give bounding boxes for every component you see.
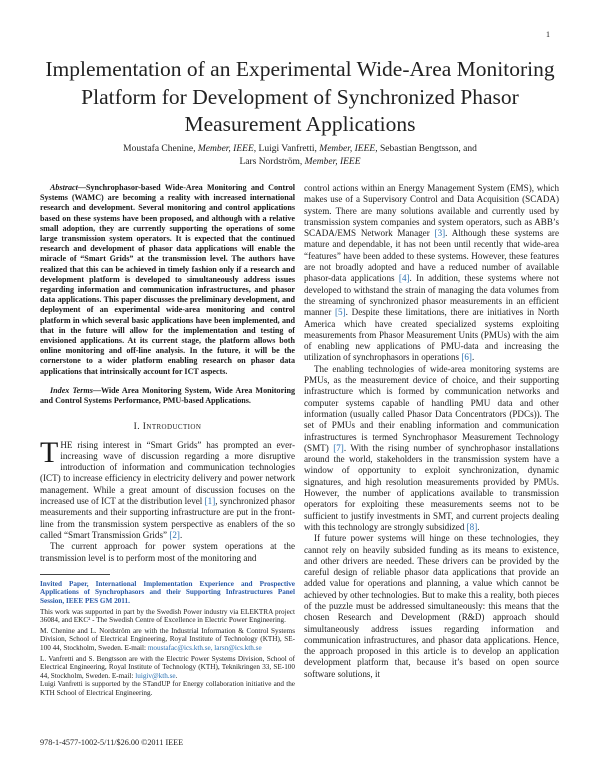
body-text: The enabling technologies of wide-area monitoring systems are PMUs, as the measurement device of choice, and their supporting infrastructure which is formed by communication networks and computer systems capable of handling PMU data and other information (usually called Phasor Data Concentrators (PDCs)). The set of PMUs and their enabling information and communication infrastructures is termed Synchrophasor Measurement Technology (SMT) xyxy=(304,363,559,453)
index-terms xyxy=(40,386,295,406)
intro-paragraph-1 xyxy=(40,435,295,542)
footnote-text: M. Chenine and L. Nordström are with the Industrial Information & Control Systems Division, School of Electrical Engineering, Royal Institute of Technology (KTH), SE-100 44, Stockholm, Sweden. E-mail: xyxy=(40,626,295,652)
author-role: Member, IEEE xyxy=(304,156,361,167)
page-number: 1 xyxy=(546,30,550,39)
body-text: control actions within an Energy Management System (EMS), which makes use of a Supervisory Control and Data Acquisition (SCADA) system. There are many solutions available and currently used by transmission system companies and system operators, such as ABB’s SCADA/EMS Network Manager xyxy=(304,183,559,239)
footnote-text: . xyxy=(175,671,178,680)
intro-text: , synchronized phasor measurements and their supporting infrastructure are put in the front-line from the transmission system perspective as enablers of the so called “Smart Transmission Grids” xyxy=(40,496,295,540)
section-heading xyxy=(40,422,295,433)
citation-link[interactable]: [3] xyxy=(434,228,446,239)
footnote-funding: Luigi Vanfretti is supported by the STandUP for Energy collaboration initiative and the KTH School of Electrical Engineering. xyxy=(40,680,295,697)
intro-text: . xyxy=(179,529,183,540)
section-title: Introduction xyxy=(142,422,202,433)
author-name: Lars Nordström, xyxy=(239,156,303,167)
body-paragraph-2 xyxy=(304,364,559,533)
paper-title: Implementation of an Experimental Wide-Area Monitoring Platform for Development of Synchronized Phasor Measurement Applications xyxy=(45,57,555,136)
index-terms-lead: Index Terms xyxy=(50,385,93,395)
right-column xyxy=(304,183,559,680)
email-link[interactable]: moustafac@ics.kth.se, larsn@ics.kth.se xyxy=(147,643,262,652)
citation-link[interactable]: [5] xyxy=(335,307,346,318)
body-text: . In addition, these systems where not developed to withstand the strain of managing the data volumes from the streaming of synchronized phasor measurements in an efficient manner xyxy=(304,273,559,318)
body-text: . With the rising number of synchrophasor installations around the world, stakeholders in the transmission system have a window of opportunity to exploit synchronization, dynamic signatures, and high resolution measurements provided by PMUs. However, the number of applications available to transmission operators for exploiting these measurements seems not to be sufficient to justify investments in SMT, and current projects dealing with this technology are strongly subsidized xyxy=(304,442,559,532)
body-text: . xyxy=(471,352,475,363)
footnote-divider xyxy=(40,574,110,575)
body-paragraph-1 xyxy=(304,183,559,364)
copyright: 978-1-4577-1002-5/11/$26.00 ©2011 IEEE xyxy=(40,738,184,747)
citation-link[interactable]: [4] xyxy=(398,273,410,284)
abstract-lead: Abstract xyxy=(50,183,78,192)
author-name: Moustafa Chenine, xyxy=(123,144,196,154)
author-name: , Sebastian Bengtsson, and xyxy=(375,144,477,154)
citation-link[interactable]: [2] xyxy=(169,529,180,540)
author-name: , Luigi Vanfretti, xyxy=(253,144,317,154)
author-role: Member, IEEE xyxy=(197,144,254,154)
intro-text: HE rising interest in “Smart Grids” has prompted an ever-increasing wave of discussion regarding a more disruptive introduction of information and communication technologies (ICT) to increase efficiency in electricity delivery and power network management. While a great amount of discussion focuses on the increased use of ICT at the distribution level xyxy=(40,439,295,507)
body-text: . xyxy=(477,521,480,532)
citation-link[interactable]: [7] xyxy=(333,442,344,453)
abstract xyxy=(40,183,295,377)
citation-link[interactable]: [8] xyxy=(466,521,478,532)
author-line-2 xyxy=(60,156,540,169)
footnote-affiliation-1 xyxy=(40,627,295,653)
footnote-invited: Invited Paper, International Implementation Experience and Prospective Applications of Synchrophasors and their Supporting Infrastructures Panel Session, IEEE PES GM 2011. xyxy=(40,579,295,606)
body-paragraph-3: If future power systems will hinge on these technologies, they cannot rely on heavily subsided funding as its means to existence, and other drivers are needed. These drivers can be provided by the careful design of reliable phasor data applications that provide an added value for operations and planning, a value which cannot be achieved by other technologies. But to make this a reality, both pieces of the puzzle must be addressed simultaneously: this means that the chosen Research and Development (R&D) approach should simultaneously address issues regarding information and communication infrastructures, and phasor data applications. Hence, the approach proposed in this article is to develop an application development platform that, because it’s based on open source software solutions, it xyxy=(304,533,559,679)
author-list xyxy=(60,143,540,168)
index-terms-text: —Wide Area Monitoring System, Wide Area Monitoring and Control Systems Performance, PMU-based Applications. xyxy=(40,385,295,406)
body-text: . Although these systems are mature and dependable, it has not been until recently that wide-area “features” have been added to these systems. However, these features are not broadly adopted and have a reduced number of available phasor-data applications xyxy=(304,228,559,284)
abstract-text: —Synchrophasor-based Wide-Area Monitoring and Control Systems (WAMC) are becoming a reality with increased international research and development. Several monitoring and control applications based on these systems have been proposed, and although with a relative small adoption, they are currently supporting the operations of some large transmission system operators. It is expected that the continued research and development of phasor data applications will enable the miracle of “Smart Grids” at the transmission level. The authors have realized that this can be achieved in timely fashion only if a research and development platform is developed to simultaneously address issues regarding information and communication infrastructures, and phasor data applications. This paper discusses the preliminary development, and deployment of an experimental wide-area monitoring and control platform in which several basic applications have been implemented, and that in the future will allow for the implementation and testing of envisioned applications. At its current stage, the platform allows both online monitoring and off-line analysis. In the future, it will be the cornerstone to a wider platform enabling research on phasor data applications that intrinsically account for ICT aspects. xyxy=(40,183,295,376)
left-column xyxy=(40,183,295,698)
body-text: . Despite these limitations, there are initiatives in North America which have created specialized systems exploiting measurements from Phasor Measurement Units (PMUs) with the aim of enabling new applications of PMU-data and increasing the utilization of synchrophasors in operations xyxy=(304,307,560,363)
email-link[interactable]: luigiv@kth.se xyxy=(135,671,176,680)
citation-link[interactable]: [1] xyxy=(204,496,216,507)
footnote-text: L. Vanfretti and S. Bengtsson are with the Electric Power Systems Division, School of Electrical Engineering, Royal Institute of Technology (KTH), Teknikringen 33, SE-100 44, Stockholm, Sweden. E-mail: xyxy=(40,654,295,680)
footnote-support: This work was supported in part by the Swedish Power industry via ELEKTRA project 36084, and EKC² - The Swedish Centre of Excellence in Electric Power Engineering. xyxy=(40,607,295,625)
drop-cap: T xyxy=(40,435,59,469)
citation-link[interactable]: [6] xyxy=(461,352,472,363)
author-line-1 xyxy=(60,143,540,156)
author-role: Member, IEEE xyxy=(319,144,376,154)
section-numeral: I. xyxy=(133,422,141,433)
intro-paragraph-2: The current approach for power system operations at the transmission level is to perform most of the monitoring and xyxy=(40,541,295,563)
footnote-affiliation-2 xyxy=(40,655,295,681)
